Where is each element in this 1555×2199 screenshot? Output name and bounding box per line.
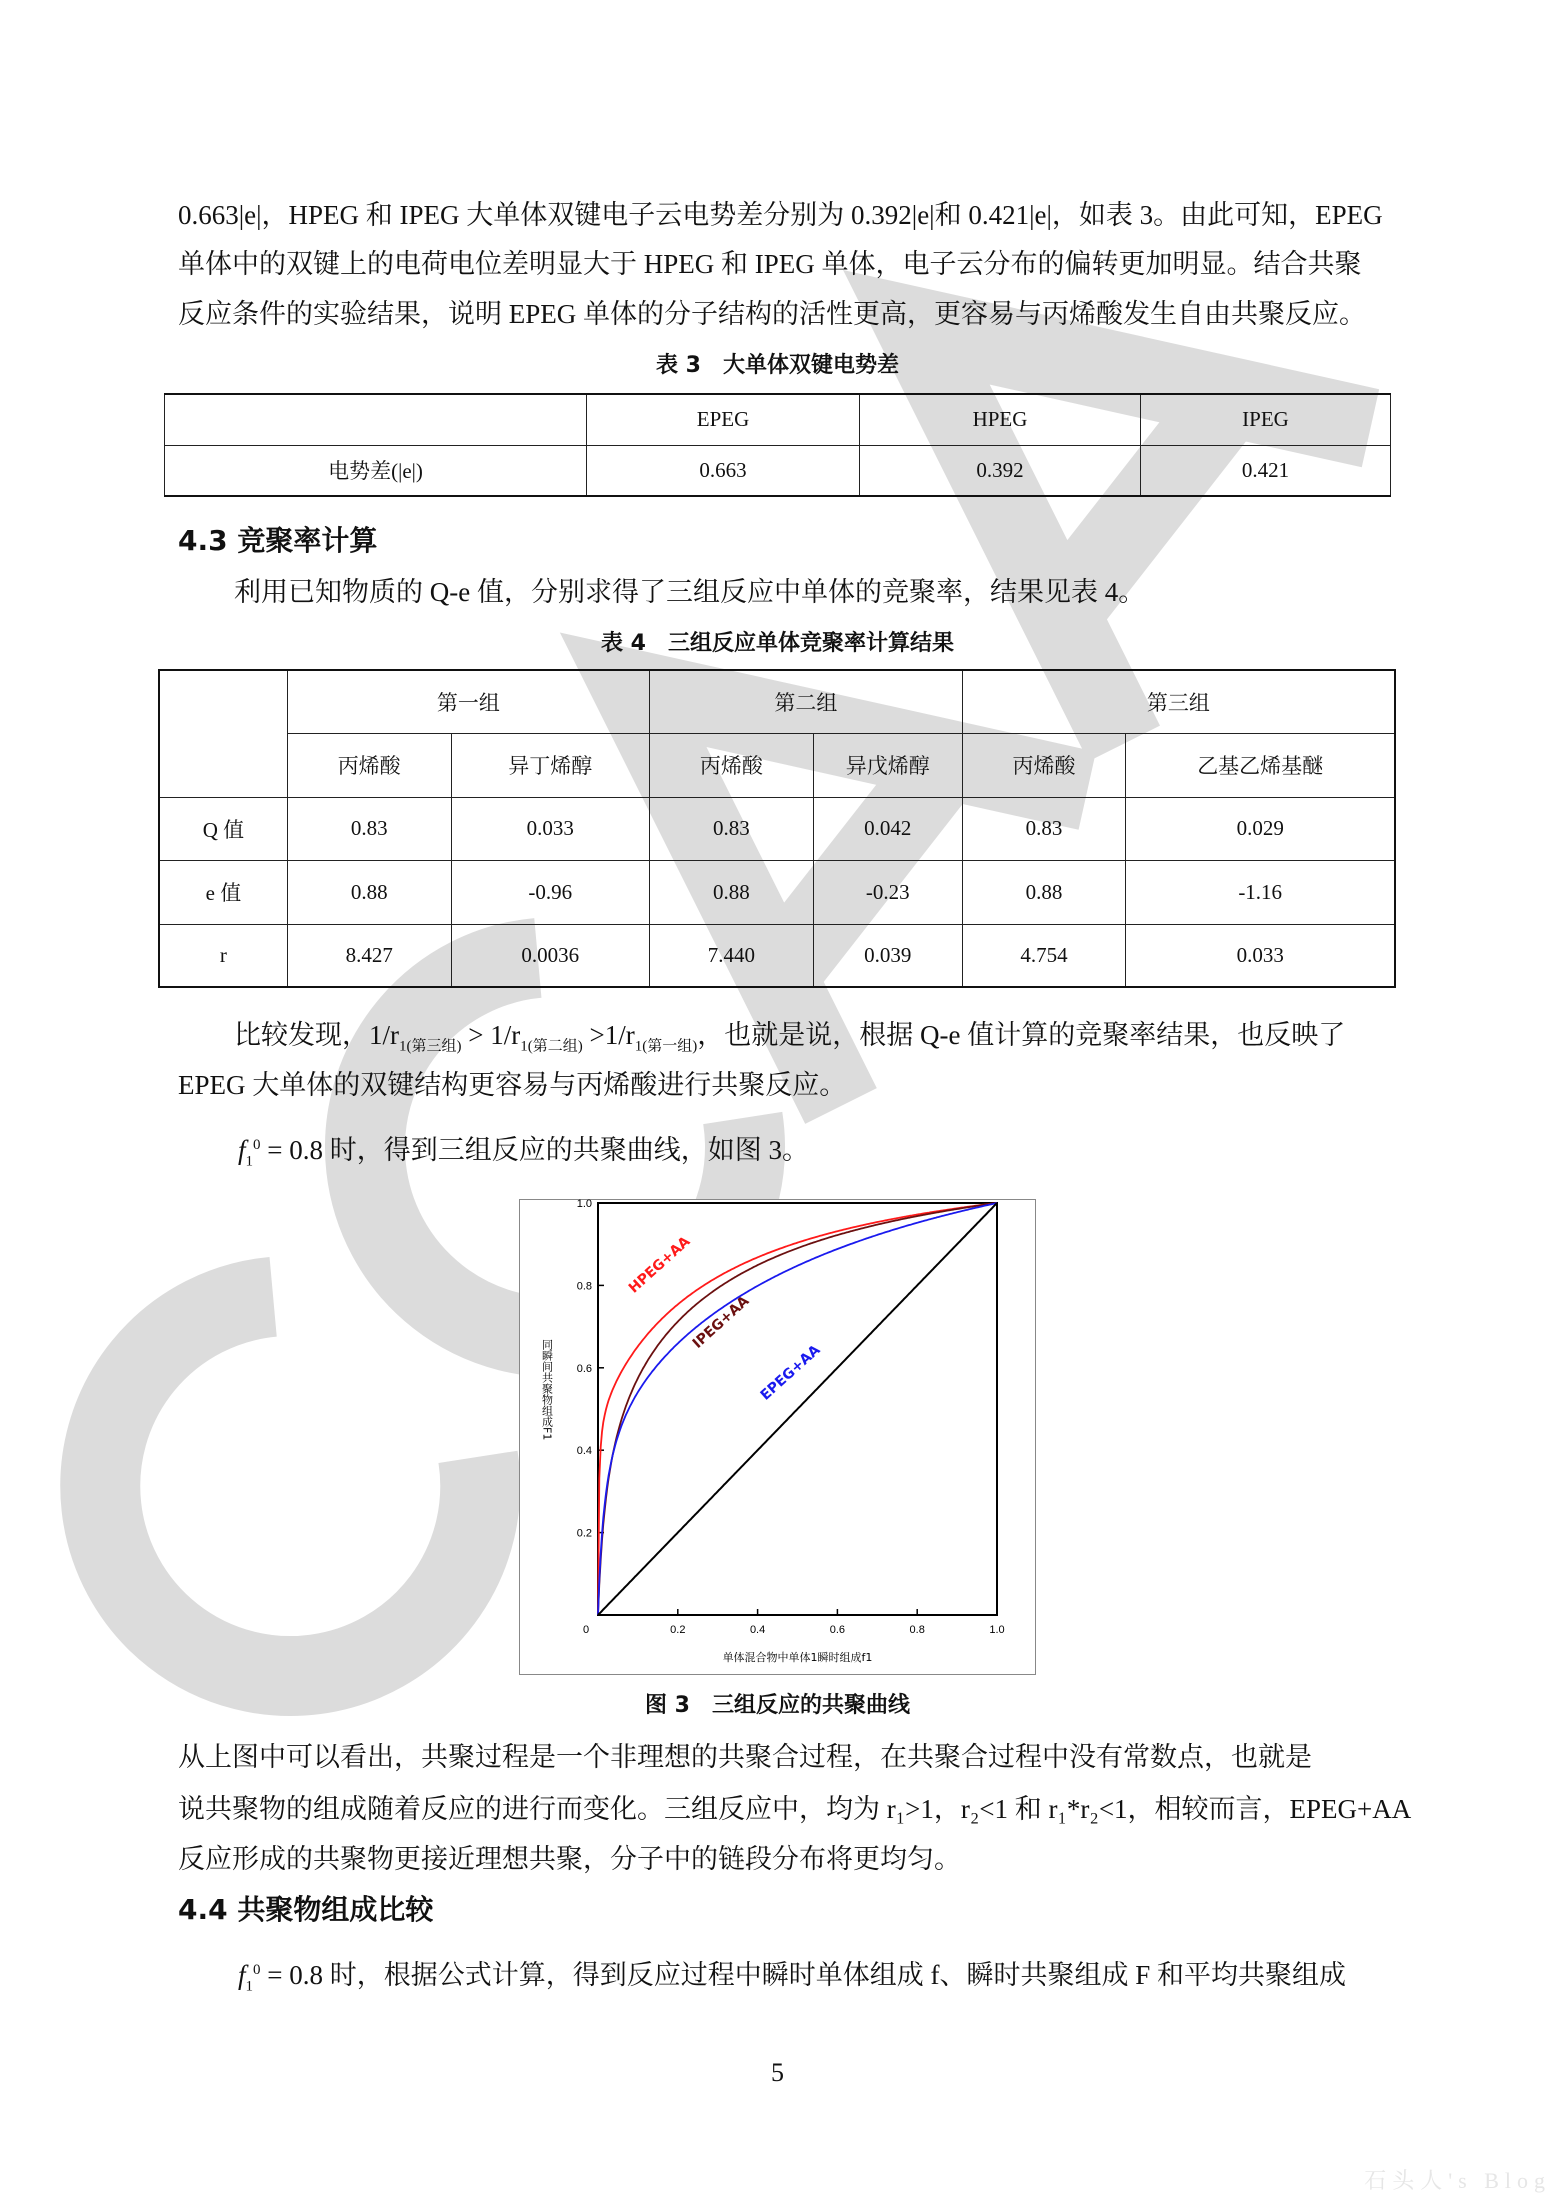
table-cell: 0.88 xyxy=(287,860,451,924)
table-cell: 0.663 xyxy=(587,445,860,496)
section-heading: 4.3 竞聚率计算 xyxy=(178,524,378,557)
monomer-header: 异戊烯醇 xyxy=(813,733,962,797)
table4-caption: 表 4 三组反应单体竞聚率计算结果 xyxy=(601,631,954,656)
figure-caption: 图 3 三组反应的共聚曲线 xyxy=(645,1693,910,1718)
monomer-header: 异丁烯醇 xyxy=(451,733,649,797)
paragraph-line: 0.663|e|，HPEG 和 IPEG 大单体双键电子云电势差分别为 0.392|e|和 0.421|e|，如表 3。由此可知，EPEG xyxy=(178,200,1383,230)
table-cell xyxy=(159,670,287,797)
paragraph-line: 单体中的双键上的电荷电位差明显大于 HPEG 和 IPEG 单体，电子云分布的偏转更加明显。结合共聚 xyxy=(178,249,1362,279)
series-label: IPEG+AA xyxy=(689,1293,753,1352)
copolymer-curve-chart xyxy=(519,1199,1036,1675)
superscript: 0 xyxy=(253,1962,261,1978)
paragraph-line xyxy=(234,1018,1346,1055)
monomer-header: 丙烯酸 xyxy=(962,733,1126,797)
subscript: 1(第三组) xyxy=(399,1038,462,1055)
group-header: 第三组 xyxy=(962,670,1395,733)
x-axis-label: 单体混合物中单体1瞬时组成f1 xyxy=(722,1651,873,1664)
text: > 1/r xyxy=(461,1020,521,1050)
text: >1/r xyxy=(582,1020,635,1050)
paragraph-line: 反应形成的共聚物更接近理想共聚，分子中的链段分布将更均匀。 xyxy=(178,1844,961,1874)
table-cell: 7.440 xyxy=(650,924,814,987)
x-tick-label: 1.0 xyxy=(989,1624,1005,1636)
table-cell: 0.392 xyxy=(860,445,1141,496)
paragraph-line: 反应条件的实验结果，说明 EPEG 单体的分子结构的活性更高，更容易与丙烯酸发生自由共聚反应。 xyxy=(178,299,1366,329)
group-header: 第一组 xyxy=(287,670,649,733)
text: = 0.8 时，得到三组反应的共聚曲线，如图 3。 xyxy=(260,1135,809,1165)
x-tick-label: 0.2 xyxy=(670,1624,686,1636)
text: 比较发现，1/r xyxy=(234,1020,399,1050)
page-number: 5 xyxy=(771,2058,784,2087)
table-row xyxy=(159,860,1395,924)
table3 xyxy=(164,393,1391,497)
monomer-header: 丙烯酸 xyxy=(650,733,814,797)
table-cell: -1.16 xyxy=(1126,860,1395,924)
paragraph-line: 说共聚物的组成随着反应的进行而变化。三组反应中，均为 r₁>1，r₂<1 和 r₁*r₂<1，相较而言，EPEG+AA xyxy=(178,1794,1412,1824)
x-tick-label: 0.8 xyxy=(909,1624,925,1636)
y-tick-label: 0.2 xyxy=(576,1527,592,1540)
table-cell: 0.0036 xyxy=(451,924,649,987)
row-label: r xyxy=(159,924,287,987)
row-label: e 值 xyxy=(159,860,287,924)
group-header: 第二组 xyxy=(650,670,963,733)
table-cell: 0.033 xyxy=(1126,924,1395,987)
subscript: 1(第一组) xyxy=(634,1038,698,1055)
blog-watermark: 石头人's Blog xyxy=(1364,2168,1551,2193)
table-cell: 8.427 xyxy=(287,924,451,987)
formula-line xyxy=(238,1958,1346,1995)
paragraph-line: EPEG 大单体的双键结构更容易与丙烯酸进行共聚反应。 xyxy=(178,1070,847,1100)
figure-frame xyxy=(520,1200,1036,1675)
y-tick-label: 0.6 xyxy=(576,1362,592,1375)
table-cell: 0.042 xyxy=(813,797,962,860)
table-cell: -0.96 xyxy=(451,860,649,924)
formula-line xyxy=(238,1133,809,1170)
table-row xyxy=(159,924,1395,987)
x-tick-label: 0.4 xyxy=(749,1624,766,1636)
table-row xyxy=(159,797,1395,860)
series-label: EPEG+AA xyxy=(757,1342,824,1404)
section-heading: 4.4 共聚物组成比较 xyxy=(178,1893,434,1926)
table3-caption: 表 3 大单体双键电势差 xyxy=(656,353,899,378)
table-header: HPEG xyxy=(860,394,1141,445)
paragraph-line: 从上图中可以看出，共聚过程是一个非理想的共聚合过程，在共聚合过程中没有常数点，也就是 xyxy=(178,1742,1312,1772)
y-tick-label: 0.8 xyxy=(576,1280,592,1293)
superscript: 0 xyxy=(253,1137,261,1153)
subscript: 1 xyxy=(245,1978,254,1995)
table-cell: -0.23 xyxy=(813,860,962,924)
table-cell: 0.83 xyxy=(287,797,451,860)
table-cell: 0.83 xyxy=(650,797,814,860)
table4 xyxy=(158,669,1396,988)
formula-var: f xyxy=(238,1135,246,1165)
paragraph-line: 利用已知物质的 Q-e 值，分别求得了三组反应中单体的竞聚率，结果见表 4。 xyxy=(234,577,1146,607)
x-tick-label: 0.6 xyxy=(829,1624,846,1636)
table-cell: 0.83 xyxy=(962,797,1126,860)
table-cell: 0.029 xyxy=(1126,797,1395,860)
table-cell: 0.88 xyxy=(962,860,1126,924)
y-tick-label: 0.4 xyxy=(576,1445,592,1458)
subscript: 1(第二组) xyxy=(520,1038,583,1055)
row-label: Q 值 xyxy=(159,797,287,860)
y-axis-label: 同瞬间共聚物组成F1 xyxy=(540,1339,554,1441)
table-cell: 0.421 xyxy=(1141,445,1391,496)
y-tick-label: 1.0 xyxy=(576,1199,592,1210)
x-tick-label: 0 xyxy=(582,1624,590,1636)
table-header: IPEG xyxy=(1141,394,1391,445)
table-cell: 0.039 xyxy=(813,924,962,987)
table-cell: 电势差(|e|) xyxy=(165,445,587,496)
table-cell: 0.033 xyxy=(451,797,649,860)
monomer-header: 乙基乙烯基醚 xyxy=(1126,733,1395,797)
subscript: 1 xyxy=(245,1153,254,1170)
table-cell: 0.88 xyxy=(650,860,814,924)
monomer-header: 丙烯酸 xyxy=(287,733,451,797)
text: ，也就是说，根据 Q-e 值计算的竞聚率结果，也反映了 xyxy=(697,1020,1346,1050)
series-label: HPEG+AA xyxy=(625,1233,694,1297)
table-cell xyxy=(165,394,587,445)
formula-var: f xyxy=(238,1960,246,1990)
table-cell: 4.754 xyxy=(962,924,1126,987)
text: = 0.8 时，根据公式计算，得到反应过程中瞬时单体组成 f、瞬时共聚组成 F 和平均共聚组成 xyxy=(260,1960,1346,1990)
table-header: EPEG xyxy=(587,394,860,445)
